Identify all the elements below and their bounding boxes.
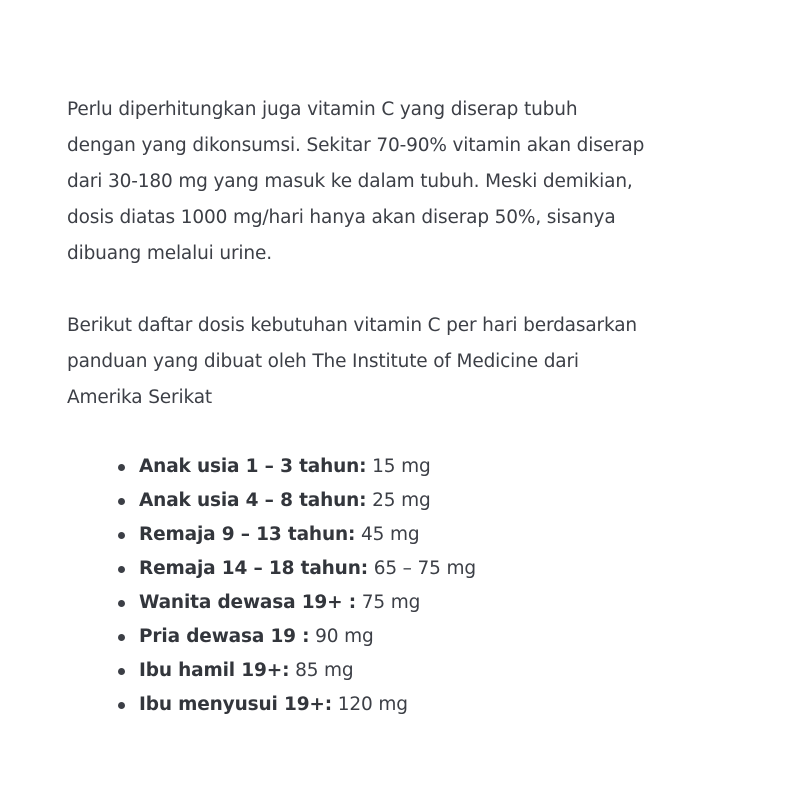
- text-line: dari 30-180 mg yang masuk ke dalam tubuh. Meski demikian,: [67, 171, 633, 192]
- bullet-icon: [118, 566, 125, 573]
- text-line: panduan yang dibuat oleh The Institute of Medicine dari: [67, 351, 579, 372]
- bullet-icon: [118, 464, 125, 471]
- dose-value: 75 mg: [361, 592, 421, 613]
- list-item: [118, 688, 767, 722]
- dose-value: 120 mg: [337, 694, 408, 715]
- age-group-label: Ibu menyusui 19+:: [139, 694, 333, 715]
- age-group-label: Anak usia 1 – 3 tahun:: [139, 456, 367, 477]
- age-group-label: Wanita dewasa 19+ :: [139, 592, 357, 613]
- dose-value: 25 mg: [372, 490, 431, 511]
- bullet-icon: [118, 600, 125, 607]
- bullet-icon: [118, 634, 125, 641]
- age-group-label: Remaja 14 – 18 tahun:: [139, 558, 368, 579]
- bullet-icon: [118, 532, 125, 539]
- dosage-list: [67, 450, 767, 722]
- list-item: [118, 450, 767, 484]
- text-line: dibuang melalui urine.: [67, 243, 272, 264]
- list-item: [118, 654, 767, 688]
- list-item: [118, 518, 767, 552]
- age-group-label: Ibu hamil 19+:: [139, 660, 290, 681]
- age-group-label: Pria dewasa 19 :: [139, 626, 310, 647]
- text-line: dengan yang dikonsumsi. Sekitar 70-90% vitamin akan diserap: [67, 135, 645, 156]
- dose-value: 90 mg: [315, 626, 374, 647]
- list-item: [118, 484, 767, 518]
- text-line: Perlu diperhitungkan juga vitamin C yang diserap tubuh: [67, 99, 578, 120]
- intro-paragraph: [67, 92, 767, 272]
- bullet-icon: [118, 498, 125, 505]
- text-line: Amerika Serikat: [67, 387, 213, 408]
- dose-value: 65 – 75 mg: [373, 558, 476, 579]
- age-group-label: Anak usia 4 – 8 tahun:: [139, 490, 367, 511]
- article-content: [67, 92, 767, 722]
- dose-value: 85 mg: [295, 660, 354, 681]
- text-line: Berikut daftar dosis kebutuhan vitamin C per hari berdasarkan: [67, 315, 637, 336]
- list-item: [118, 620, 767, 654]
- list-item: [118, 552, 767, 586]
- bullet-icon: [118, 702, 125, 709]
- bullet-icon: [118, 668, 125, 675]
- text-line: dosis diatas 1000 mg/hari hanya akan diserap 50%, sisanya: [67, 207, 616, 228]
- dose-value: 45 mg: [360, 524, 420, 545]
- dose-value: 15 mg: [372, 456, 431, 477]
- list-intro-paragraph: [67, 308, 767, 416]
- list-item: [118, 586, 767, 620]
- age-group-label: Remaja 9 – 13 tahun:: [139, 524, 356, 545]
